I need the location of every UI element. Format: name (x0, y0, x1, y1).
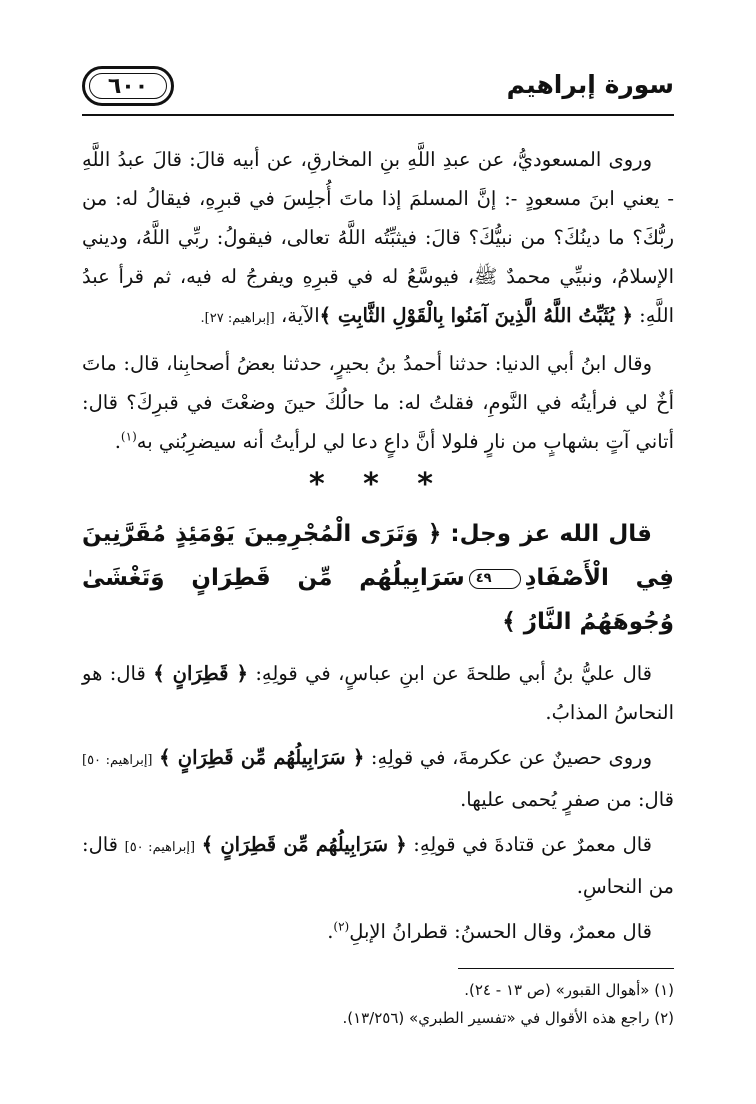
paragraph (82, 654, 674, 732)
quran-quote: ﴿ سَرَابِيلُهُم مِّن قَطِرَانٍ ﴾ (159, 746, 365, 769)
paragraph (82, 344, 674, 461)
paragraph (82, 738, 674, 819)
paragraph-text: قال معمرٌ عن قتادةَ في قولِهِ: (406, 833, 653, 856)
footnote-1: (١) «أهوال القبور» (ص ١٣ - ٢٤). (464, 981, 674, 999)
paragraph-text: قال: من النحاسِ. (82, 833, 674, 898)
verse-reference: [إبراهيم: ٥٠] (82, 753, 153, 768)
quran-quote: ﴿ سَرَابِيلُهُم مِّن قَطِرَانٍ ﴾ (201, 833, 407, 856)
surah-title: سورة إبراهيم (506, 70, 674, 99)
paragraph-text: قال: هو النحاسُ المذابُ. (82, 662, 674, 724)
quran-quote: ﴿ يُثَبِّتُ اللَّهُ الَّذِينَ آمَنُوا بِالْقَوْلِ الثَّابِتِ ﴾ (319, 304, 633, 327)
ayah-number-marker: ٤٩ (469, 569, 521, 589)
quran-quote: سَرَابِيلُهُم مِّن قَطِرَانٍ وَتَغْشَىٰ وُجُوهَهُمُ النَّارُ ﴾ (82, 565, 674, 635)
paragraph-text: وقال ابنُ أبي الدنيا: حدثنا أحمدُ بنُ بحيرٍ، حدثنا بعضُ أصحابِنا، قال: ماتَ أخٌ لي فرأيتُه في النَّومِ، فقلتُ له: ما حالُكَ حينَ وضعْتَ في قبرِكَ؟ قال: أتاني آتٍ بشهابٍ من نارٍ فلولا أنَّ داعٍ دعا لي لرأيتُ أنه سيضرِبُني به (82, 352, 674, 453)
verse-heading (82, 512, 674, 644)
footnotes (82, 976, 674, 1032)
page-number-badge (82, 66, 174, 106)
section-separator: * * * (309, 467, 447, 502)
header-divider (82, 114, 674, 116)
footnote-marker: (١) (120, 429, 137, 444)
heading-text: قال الله عز وجل: (441, 521, 652, 547)
page-number: ٦٠٠ (107, 73, 149, 99)
footnote-divider (458, 968, 674, 969)
footnote-marker: (٢) (333, 919, 350, 934)
paragraph-text: وروى المسعوديُّ، عن عبدِ اللَّهِ بنِ المخارقِ، عن أبيه قالَ: قالَ عبدُ اللَّهِ - يعني ابنَ مسعودٍ -: إنَّ المسلمَ إذا ماتَ أُجلِسَ في قبرِهِ، فيقالُ له: من ربُّكَ؟ ما دينُكَ؟ من نبيُّكَ؟ قالَ: فيثبِّتُه اللَّهُ تعالى، فيقولُ: ربِّي اللَّهُ، وديني الإسلامُ، ونبيِّي محمدٌ ﷺ، فيوسَّعُ له في قبرِهِ ويفرجُ له فيه، ثم قرأ عبدُ اللَّهِ: (82, 148, 674, 327)
paragraph-text: قال عليُّ بنُ أبي طلحةَ عن ابنِ عباسٍ، في قولِهِ: (247, 662, 652, 685)
paragraph (82, 825, 674, 906)
paragraph-text: قال معمرٌ، وقال الحسنُ: قطرانُ الإبلِ (349, 920, 652, 943)
quran-quote: ﴿ وَتَرَى الْمُجْرِمِينَ يَوْمَئِذٍ مُقَرَّنِينَ فِي الْأَصْفَادِ (82, 521, 674, 591)
paragraph-text: . (114, 430, 121, 453)
paragraph (82, 140, 674, 338)
paragraph (82, 912, 674, 951)
verse-reference: [إبراهيم: ٢٧]. (200, 311, 275, 326)
footnote-2: (٢) راجع هذه الأقوال في «تفسير الطبري» (١٣/٢٥٦). (342, 1009, 674, 1027)
verse-reference: [إبراهيم: ٥٠] (124, 840, 196, 855)
paragraph-text: . (327, 920, 334, 943)
main-text (82, 140, 674, 957)
page-header (82, 64, 674, 116)
paragraph-text: قال: من صفرٍ يُحمى عليها. (460, 788, 674, 811)
paragraph-text: الآية، (274, 304, 320, 327)
quran-quote: ﴿ قَطِرَانٍ ﴾ (153, 662, 248, 685)
paragraph-text: وروى حصينٌ عن عكرمةَ، في قولِهِ: (364, 746, 653, 769)
